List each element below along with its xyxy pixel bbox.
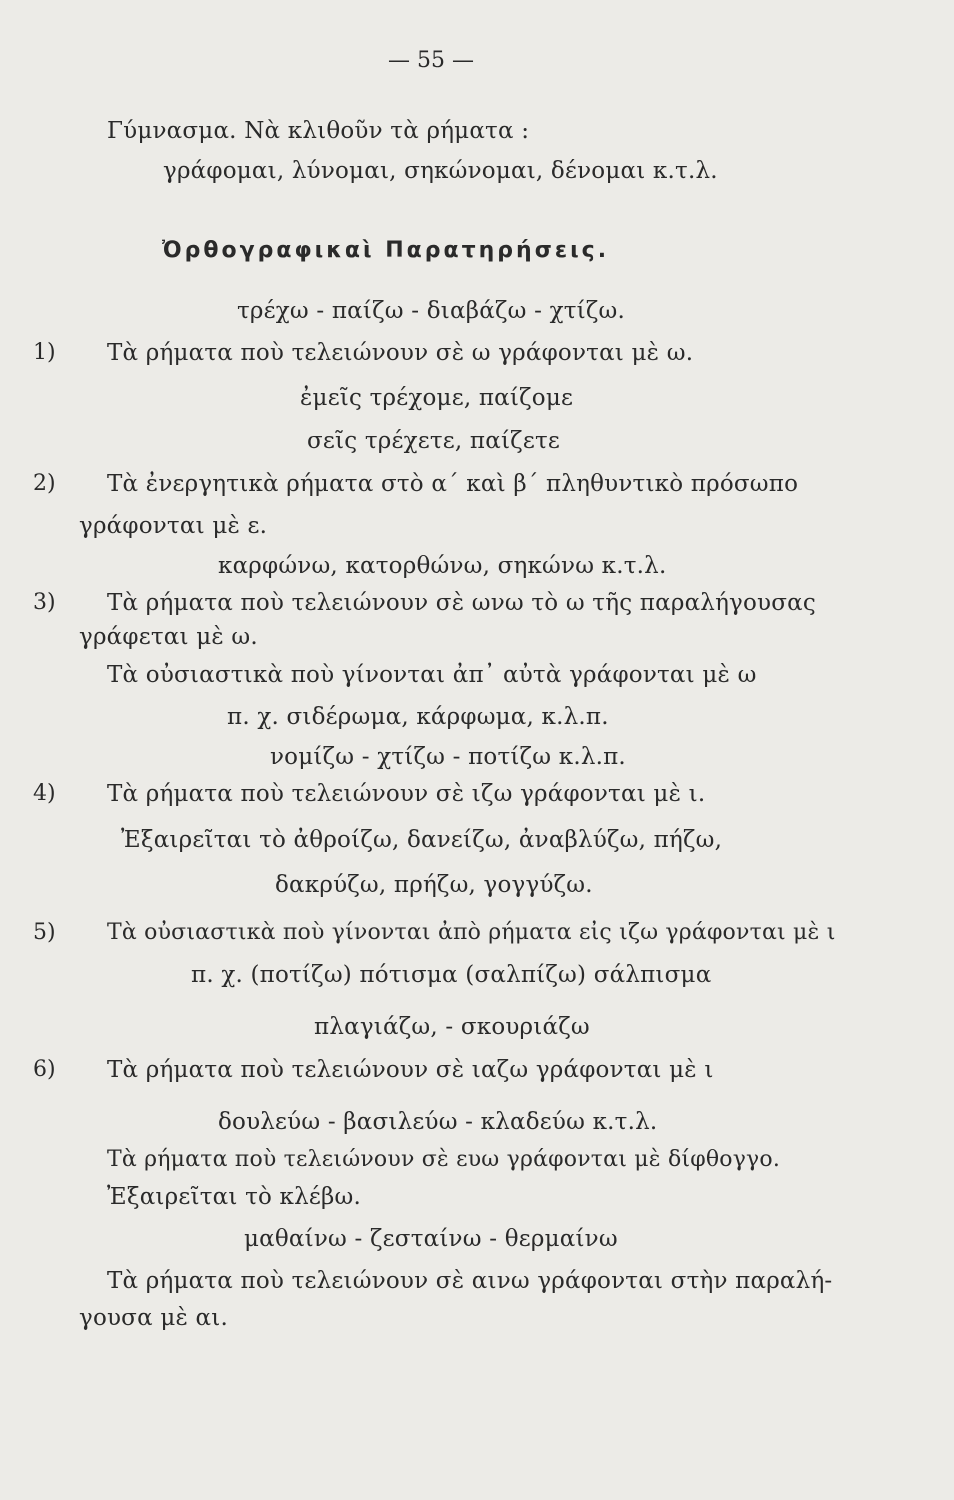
rule-line: Τὰ οὐσιαστικὰ ποὺ γίνονται ἀπ᾽ αὐτὰ γράφονται μὲ ω xyxy=(107,662,757,688)
rule-line: γράφεται μὲ ω. xyxy=(79,624,258,650)
example-line: μαθαίνω - ζεσταίνω - θερμαίνω xyxy=(244,1226,618,1252)
rule-line: Τὰ οὐσιαστικὰ ποὺ γίνονται ἀπὸ ρήματα εἰς ιζω γράφονται μὲ ι xyxy=(107,920,836,945)
exception-line: Ἐξαιρεῖται τὸ κλέβω. xyxy=(107,1184,361,1210)
example-line: π. χ. σιδέρωμα, κάρφωμα, κ.λ.π. xyxy=(227,704,609,730)
exercise-line: Γύμνασμα. Νὰ κλιθοῦν τὰ ρήματα : xyxy=(107,118,530,144)
example-line: δουλεύω - βασιλεύω - κλαδεύω κ.τ.λ. xyxy=(218,1109,658,1135)
rule-number: 3) xyxy=(33,590,56,615)
rule-number: 4) xyxy=(33,781,56,806)
rule-number: 6) xyxy=(33,1057,56,1082)
rule-line: Τὰ ρήματα ποὺ τελειώνουν σὲ ωνω τὸ ω τῆς παραλήγουσας xyxy=(107,590,816,616)
section-heading: Ὀρθογραφικαὶ Παρατηρήσεις. xyxy=(162,238,610,263)
rule-number: 2) xyxy=(33,471,56,496)
example-line: π. χ. (ποτίζω) πότισμα (σαλπίζω) σάλπισμα xyxy=(191,962,712,988)
example-line: τρέχω - παίζω - διαβάζω - χτίζω. xyxy=(237,298,625,324)
rule-number: 1) xyxy=(33,340,56,365)
exercise-verbs-line: γράφομαι, λύνομαι, σηκώνομαι, δένομαι κ.τ.λ. xyxy=(163,158,718,184)
example-line: σεῖς τρέχετε, παίζετε xyxy=(307,428,560,454)
rule-line: Τὰ ἐνεργητικὰ ρήματα στὸ α΄ καὶ β΄ πληθυντικὸ πρόσωπο xyxy=(107,471,799,497)
exception-line: δακρύζω, πρήζω, γογγύζω. xyxy=(275,872,593,898)
rule-line: γράφονται μὲ ε. xyxy=(79,513,268,539)
rule-line: γουσα μὲ αι. xyxy=(79,1305,228,1331)
rule-line: Τὰ ρήματα ποὺ τελειώνουν σὲ ιαζω γράφονται μὲ ι xyxy=(107,1057,714,1083)
rule-line: Τὰ ρήματα ποὺ τελειώνουν σὲ ω γράφονται μὲ ω. xyxy=(107,340,694,366)
example-line: ἐμεῖς τρέχομε, παίζομε xyxy=(300,385,574,411)
rule-number: 5) xyxy=(33,920,56,945)
rule-line: Τὰ ρήματα ποὺ τελειώνουν σὲ ιζω γράφονται μὲ ι. xyxy=(107,781,706,807)
rule-line: Τὰ ρήματα ποὺ τελειώνουν σὲ αινω γράφονται στὴν παραλή- xyxy=(107,1268,833,1294)
example-line: πλαγιάζω, - σκουριάζω xyxy=(314,1014,590,1040)
rule-line: Τὰ ρήματα ποὺ τελειώνουν σὲ ευω γράφονται μὲ δίφθογγο. xyxy=(107,1147,781,1172)
example-line: καρφώνω, κατορθώνω, σηκώνω κ.τ.λ. xyxy=(218,553,667,579)
exception-line: Ἐξαιρεῖται τὸ ἀθροίζω, δανείζω, ἀναβλύζω, πήζω, xyxy=(121,827,723,853)
example-line: νομίζω - χτίζω - ποτίζω κ.λ.π. xyxy=(270,744,626,770)
page-number: — 55 — xyxy=(388,48,474,73)
